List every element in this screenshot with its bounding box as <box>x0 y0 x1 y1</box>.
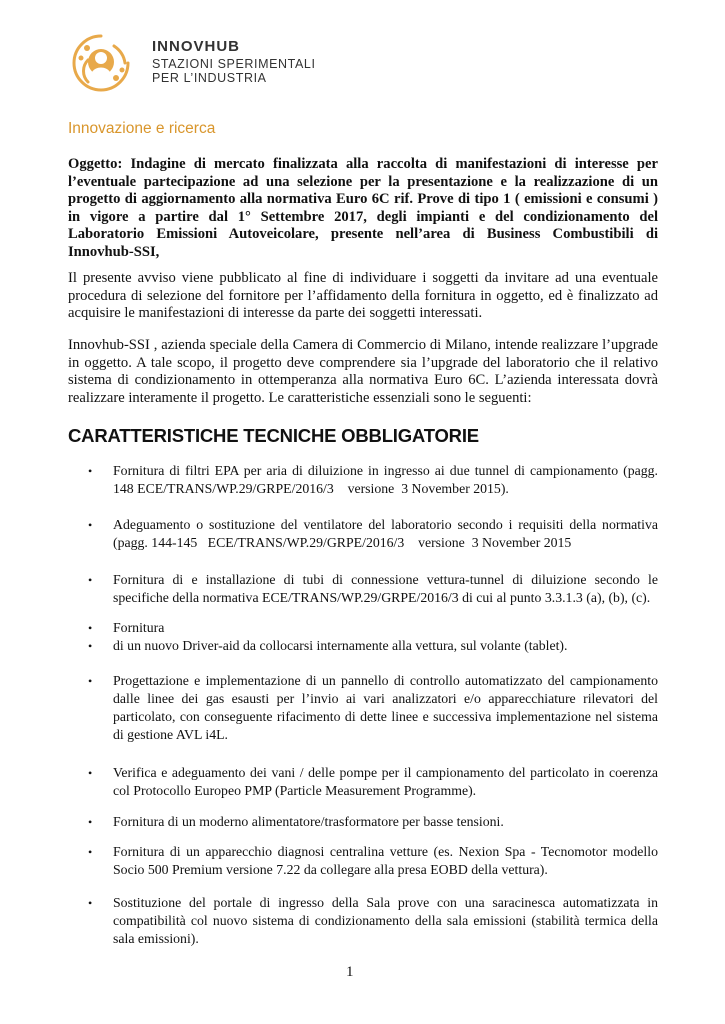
list-item-text: Adeguamento o sostituzione del ventilatore del laboratorio secondo i requisiti della normativa (pagg. 144-145 ECE/TRANS/WP.29/GRPE/2016/3 versione 3 November 2015 <box>113 517 658 550</box>
list-item-text: Sostituzione del portale di ingresso della Sala prove con una saracinesca automatizzata in compatibilità col nuovo sistema di condizionamento della sala emissioni (stabilità termica della sala emissioni). <box>113 895 658 946</box>
list-item <box>88 619 658 637</box>
bullet-icon: • <box>88 815 93 829</box>
list-item-text: Fornitura di e installazione di tubi di connessione vettura-tunnel di diluizione secondo le specifiche della normativa ECE/TRANS/WP.29/GRPE/2016/3 di cui al punto 3.3.1.3 (a), (b), (c). <box>113 572 658 605</box>
list-item-text: Progettazione e implementazione di un pannello di controllo automatizzato del campionamento dalle linee dei gas esausti per l’invio ai vari analizzatori e/o apparecchiature rilevatori del particolato, con conseguente rifacimento di dette linee e successiva implementazione nel sistema di gestione AVL i4L. <box>113 673 658 742</box>
bullet-icon: • <box>88 464 93 478</box>
section-heading: CARATTERISTICHE TECNICHE OBBLIGATORIE <box>68 425 479 446</box>
list-item <box>88 462 658 498</box>
subject-paragraph: Oggetto: Indagine di mercato finalizzata alla raccolta di manifestazioni di interesse per l’eventuale partecipazione ad una selezione per la presentazione e la realizzazione di un progetto di aggiornamento alla normativa Euro 6C rif. Prove di tipo 1 ( emissioni e consumi ) in vigore a partire dal 1° Settembre 2017, degli impianti e del condizionamento del Laboratorio Emissioni Autoveicolare, presente nell’area di Business Combustibili di Innovhub-SSI, <box>68 156 658 260</box>
bullet-icon: • <box>88 766 93 780</box>
list-item <box>88 843 658 879</box>
bullet-icon: • <box>88 518 93 532</box>
innovhub-logo-icon <box>70 32 132 94</box>
list-item-text: Fornitura di un moderno alimentatore/trasformatore per basse tensioni. <box>113 814 504 829</box>
list-item-text: Fornitura di un apparecchio diagnosi centralina vetture (es. Nexion Spa - Tecnomotor modello Socio 500 Premium versione 7.22 da collegare alla presa EOBD della vettura). <box>113 844 658 877</box>
bullet-icon: • <box>88 845 93 859</box>
list-item <box>88 571 658 607</box>
bullet-icon: • <box>88 621 93 635</box>
list-item <box>88 637 658 655</box>
list-item-text: Fornitura <box>113 620 165 635</box>
brand-line-1: STAZIONI SPERIMENTALI <box>152 57 316 71</box>
list-item <box>88 813 658 831</box>
bullet-icon: • <box>88 896 93 910</box>
list-item <box>88 516 658 552</box>
brand-line-2: PER L’INDUSTRIA <box>152 71 267 85</box>
bullet-icon: • <box>88 639 93 653</box>
tagline: Innovazione e ricerca <box>68 120 216 137</box>
bullet-icon: • <box>88 573 93 587</box>
description-paragraph: Innovhub-SSI , azienda speciale della Camera di Commercio di Milano, intende realizzare l’upgrade in oggetto. A tale scopo, il progetto deve comprendere sia l’upgrade del laboratorio che il relativo sistema di condizionamento in ottemperanza alla normativa Euro 6C. L’azienda interessata dovrà realizzare interamente il progetto. Le caratteristiche essenziali sono le seguenti: <box>68 337 658 406</box>
intro-paragraph: Il presente avviso viene pubblicato al fine di individuare i soggetti da invitare ad una eventuale procedura di selezione del fornitore per l’affidamento della fornitura in oggetto, ed è finalizzato ad acquisire le manifestazioni di interesse da parte dei soggetti interessati. <box>68 270 658 322</box>
brand-name: INNOVHUB <box>152 38 241 55</box>
list-item-text: Verifica e adeguamento dei vani / delle pompe per il campionamento del particolato in coerenza col Protocollo Europeo PMP (Particle Measurement Programme). <box>113 765 658 798</box>
list-item <box>88 764 658 800</box>
brand-block <box>152 40 316 85</box>
list-item <box>88 894 658 948</box>
list-item <box>88 672 658 744</box>
list-item-text: Fornitura di filtri EPA per aria di diluizione in ingresso ai due tunnel di campionamento (pagg. 148 ECE/TRANS/WP.29/GRPE/2016/3 versione 3 November 2015). <box>113 463 658 496</box>
bullet-icon: • <box>88 674 93 688</box>
list-item-text: di un nuovo Driver-aid da collocarsi internamente alla vettura, sul volante (tablet). <box>113 638 568 653</box>
page-number: 1 <box>346 964 354 980</box>
